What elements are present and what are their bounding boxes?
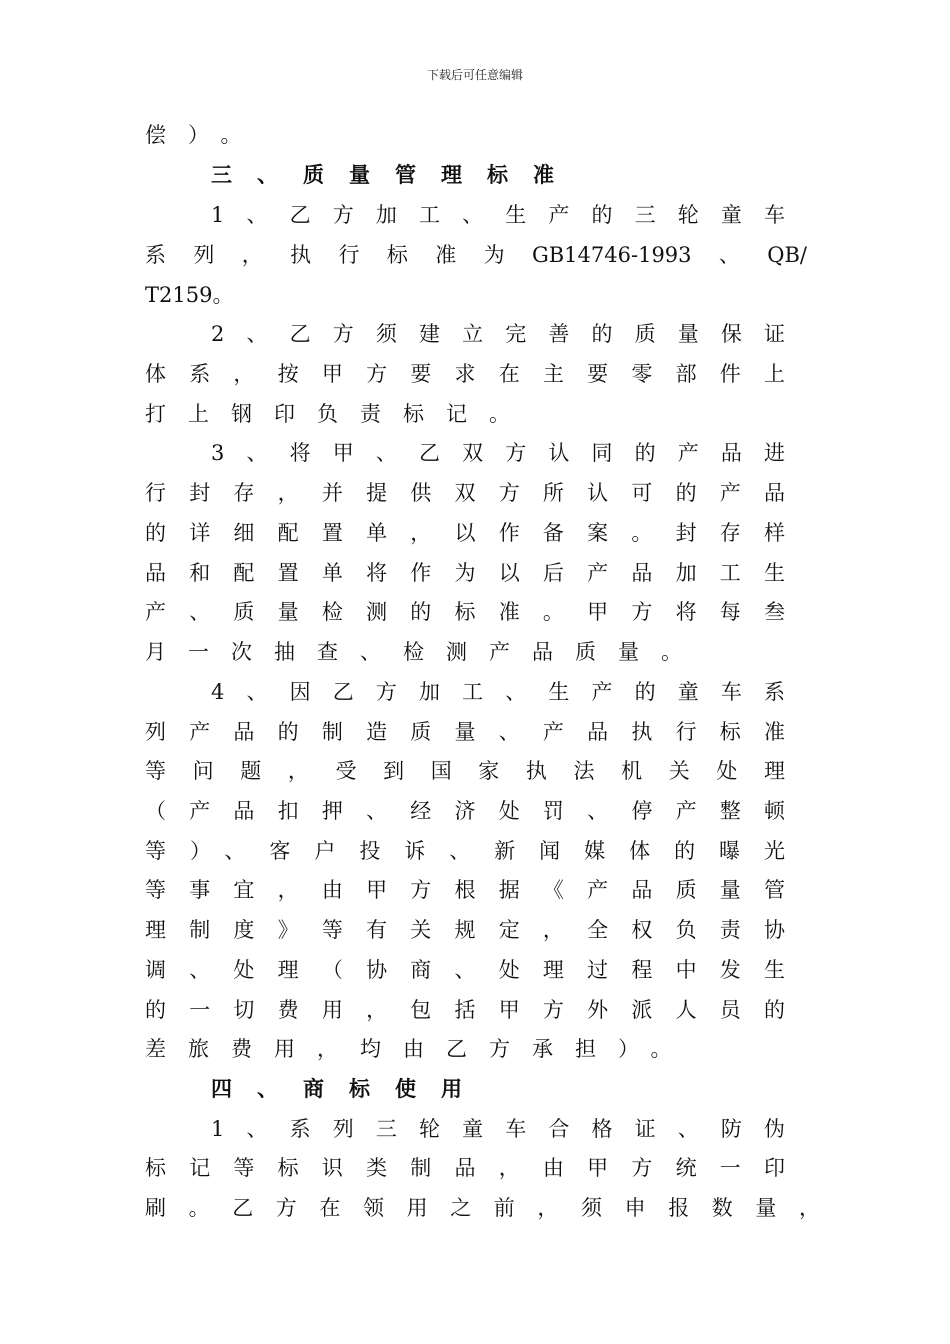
text-line: （产品扣押、经济处罚、停产整顿 xyxy=(145,799,785,823)
text-line: 系列，执行标准为GB14746-1993、QB/ xyxy=(145,243,807,267)
text-line: 等）、客户投诉、新闻媒体的曝光 xyxy=(145,839,785,863)
text-line: 3、将甲、乙双方认同的产品进 xyxy=(211,441,785,465)
text-line: 2、乙方须建立完善的质量保证 xyxy=(211,322,785,346)
text-line: 的详细配置单，以作备案。封存样 xyxy=(145,521,785,545)
text-line: 产、质量检测的标准。甲方将每叁 xyxy=(145,600,785,624)
text-line: 1、系列三轮童车合格证、防伪 xyxy=(211,1117,785,1141)
text-line: 理制度》等有关规定，全权负责协 xyxy=(145,918,785,942)
text-line: 1、乙方加工、生产的三轮童车 xyxy=(211,203,785,227)
text-line: 4、因乙方加工、生产的童车系 xyxy=(211,680,785,704)
text-line: 调、处理（协商、处理过程中发生 xyxy=(145,958,785,982)
section-heading-trademark: 四、商标使用 xyxy=(211,1076,487,1101)
text-line: 行封存，并提供双方所认可的产品 xyxy=(145,481,785,505)
text-line: 刷。乙方在领用之前，须申报数量， xyxy=(145,1196,820,1220)
header-note: 下载后可任意编辑 xyxy=(426,68,523,82)
text-line: 打上钢印负责标记。 xyxy=(145,402,532,426)
text-line: T2159。 xyxy=(145,283,234,307)
text-line: 列产品的制造质量、产品执行标准 xyxy=(145,720,785,744)
section-heading-quality: 三、质量管理标准 xyxy=(211,162,579,187)
text-line: 等事宜，由甲方根据《产品质量管 xyxy=(145,878,785,902)
text-line: 标记等标识类制品，由甲方统一印 xyxy=(145,1156,785,1180)
text-line: 等问题，受到国家执法机关处理 xyxy=(145,759,785,783)
text-line: 偿）。 xyxy=(145,123,264,147)
text-line: 差旅费用，均由乙方承担）。 xyxy=(145,1037,694,1061)
text-line: 体系，按甲方要求在主要零部件上 xyxy=(145,362,785,386)
text-line: 的一切费用，包括甲方外派人员的 xyxy=(145,998,785,1022)
text-line: 月一次抽查、检测产品质量。 xyxy=(145,640,704,664)
text-line: 品和配置单将作为以后产品加工生 xyxy=(145,561,785,585)
